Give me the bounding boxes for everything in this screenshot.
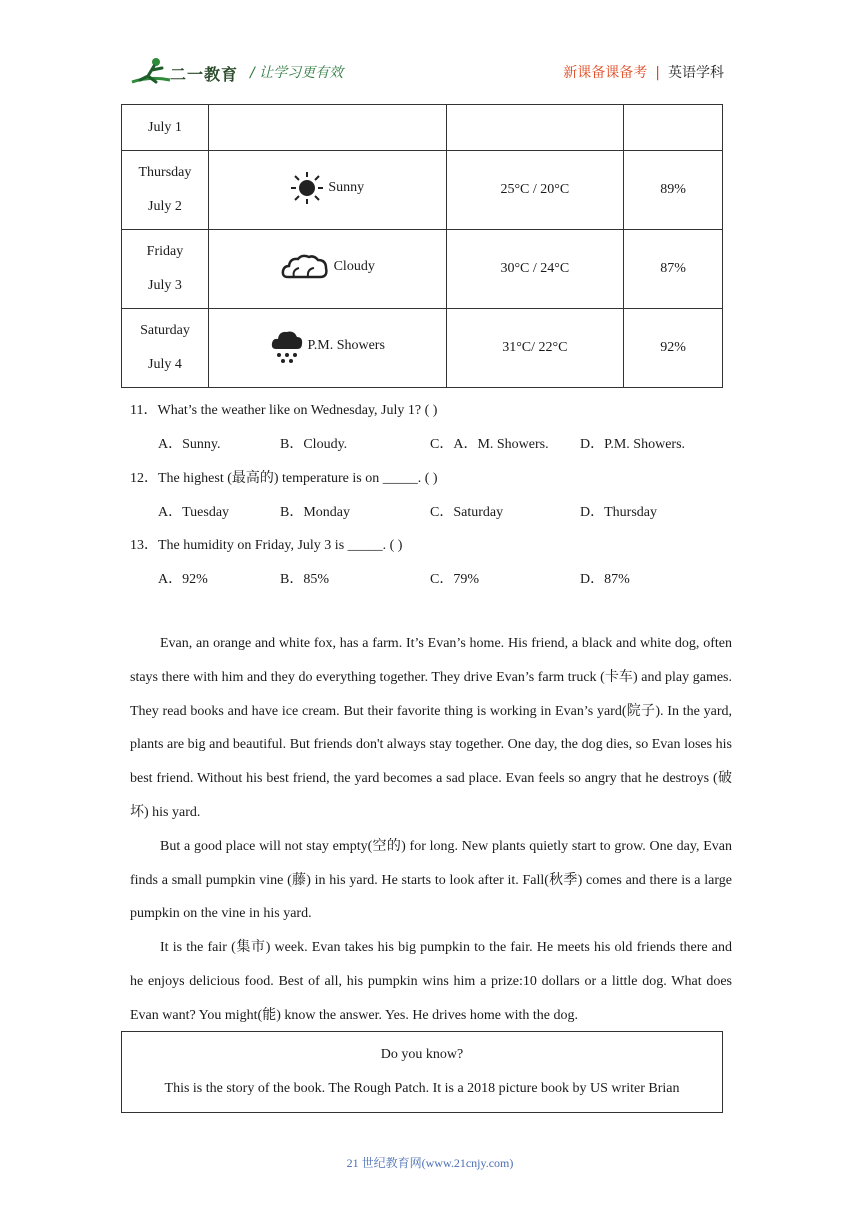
option-b[interactable]: B．85% [280,572,329,587]
reading-passage [130,627,732,1033]
box-title: Do you know? [380,1047,464,1062]
date-text: July 1 [148,119,182,135]
option-c[interactable]: C．A．M. Showers. [430,437,549,452]
option-b[interactable]: B．Monday [280,505,350,520]
option-c[interactable]: C．79% [430,572,479,587]
humidity-text: 87% [660,261,686,276]
day-name: Friday [146,244,184,259]
sun-icon [290,171,324,205]
day-cell [122,105,209,151]
date-text: July 2 [148,199,182,214]
temp-text: 31°C/ 22°C [502,340,568,355]
table-row [122,309,723,388]
header-subject [563,62,724,82]
header-separator: | [655,65,660,81]
do-you-know-box [121,1031,723,1113]
temp-text: 30°C / 24°C [500,261,570,276]
day-cell [122,151,209,230]
temp-text: 25°C / 20°C [500,182,570,197]
question-12: 12．The highest (最高的) temperature is on _____. ( ) [130,471,438,486]
day-cell [122,309,209,388]
question-11: 11．What’s the weather like on Wednesday, July 1? ( ) [130,403,438,418]
header-label: 新课备课备考 [563,65,648,81]
humidity-text: 92% [660,340,686,355]
temp-cell [446,309,624,388]
condition-cell [208,230,446,309]
rain-cloud-icon [270,329,304,363]
humidity-cell [624,230,723,309]
page-footer: 21 世纪教育网(www.21cnjy.com) [346,1156,514,1170]
passage-paragraph: Evan, an orange and white fox, has a farm. It’s Evan’s home. His friend, a black and white dog, often stays there with him and they do everything together. They drive Evan’s farm truck (卡车) and play games. They read books and have ice cream. But their favorite thing is working in Evan’s yard(院子). In the yard, plants are big and beautiful. But friends don't always stay together. One day, the dog dies, so Evan loses his best friend. Without his best friend, the yard becomes a sad place. Evan feels so angry that he destroys (破坏) his yard. [130,636,732,820]
option-a[interactable]: A．Tuesday [158,505,230,520]
option-a[interactable]: A．92% [158,572,208,587]
option-c[interactable]: C．Saturday [430,505,504,520]
condition-cell [208,309,446,388]
humidity-cell [624,105,723,151]
condition-text: Cloudy [333,258,375,274]
option-d[interactable]: D．87% [580,572,630,587]
passage-paragraph: It is the fair (集市) week. Evan takes his big pumpkin to the fair. He meets his old friends there and he enjoys delicious food. Best of all, his pumpkin wins him a prize:10 dollars or a little dog. What does Evan want? You might(能) know the answer. Yes. He drives home with the dog. [130,940,732,1023]
condition-text: Sunny [328,179,365,195]
logo-text: 二一教育 [170,65,239,84]
question-13: 13．The humidity on Friday, July 3 is _____. ( ) [130,538,403,553]
cloud-icon [280,253,330,281]
page-header [0,0,860,100]
option-a[interactable]: A．Sunny. [158,437,221,452]
passage-paragraph: But a good place will not stay empty(空的) for long. New plants quietly start to grow. One day, Evan finds a small pumpkin vine (藤) in his yard. He starts to look after it. Fall(秋季) comes and there is a large pumpkin on the vine in his yard. [130,838,732,922]
date-text: July 4 [148,357,182,372]
option-d[interactable]: D．P.M. Showers. [580,437,686,452]
option-d[interactable]: D．Thursday [580,505,657,520]
temp-cell [446,230,624,309]
date-text: July 3 [148,278,182,293]
humidity-text: 89% [660,182,686,197]
condition-cell [208,105,446,151]
condition-cell [208,151,446,230]
day-name: Thursday [138,165,192,180]
table-row [122,151,723,230]
humidity-cell [624,151,723,230]
subject-label: 英语学科 [668,65,724,81]
box-text: This is the story of the book. The Rough Patch. It is a 2018 picture book by US writer Brian [164,1081,680,1096]
humidity-cell [624,309,723,388]
day-cell [122,230,209,309]
table-row [122,230,723,309]
temp-cell [446,105,624,151]
day-name: Saturday [140,323,190,338]
weather-table [121,104,723,388]
table-row [122,105,723,151]
temp-cell [446,151,624,230]
slogan: / 让学习更有效 [250,65,344,81]
condition-text: P.M. Showers [307,337,385,353]
option-b[interactable]: B．Cloudy. [280,437,348,452]
